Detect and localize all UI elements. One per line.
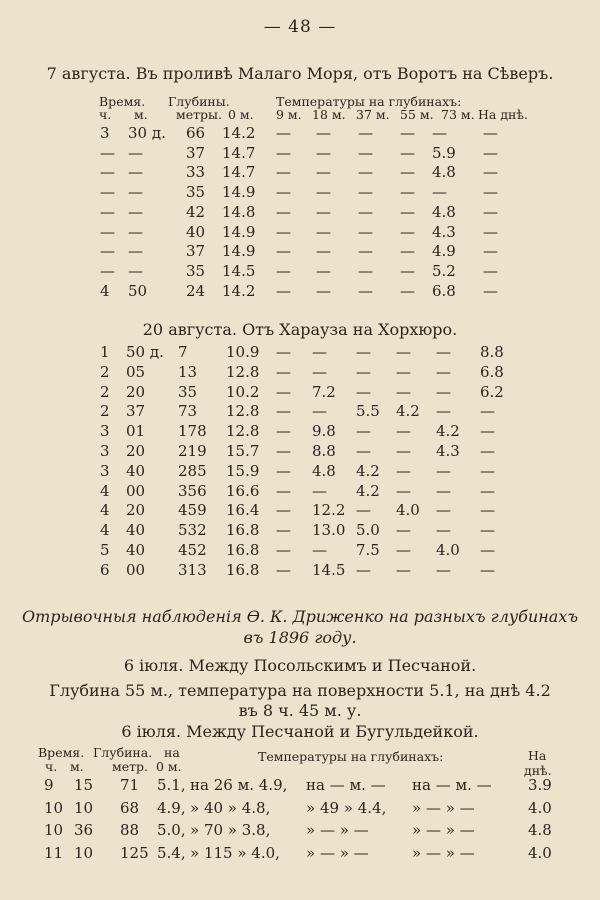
section1-header-depth: Глубины. — [168, 94, 230, 109]
table-row — [0, 422, 600, 442]
observations-heading-line2: въ 1896 году. — [243, 628, 357, 647]
cell-temp-18m: — — [312, 481, 327, 500]
cell-depth: 178 — [178, 422, 207, 441]
cell-obs-3: » — » — — [412, 821, 475, 839]
cell-temp-73m: 4.2 — [436, 422, 460, 441]
cell-temp-18m: — — [316, 261, 331, 280]
cell-hour: 3 — [100, 124, 110, 142]
section1-header-minutes: м. — [134, 107, 148, 122]
cell-temp-18m: — — [316, 281, 331, 300]
cell-temp-73m: 4.8 — [432, 202, 456, 221]
cell-temp-bottom: — — [480, 481, 495, 500]
cell-depth: 459 — [178, 501, 207, 520]
cell-depth: 356 — [178, 481, 207, 500]
cell-hour: 1 — [100, 343, 110, 361]
cell-temp-37m: — — [358, 261, 373, 280]
cell-temp-bottom: — — [483, 281, 498, 300]
cell-temp-55m: — — [400, 163, 415, 182]
table-row — [0, 541, 600, 561]
cell-temp-55m: — — [400, 242, 415, 261]
cell-temp-73m: — — [436, 343, 451, 361]
cell-obs-2: » — » — — [306, 821, 369, 839]
cell-temp-37m: 4.2 — [356, 481, 380, 500]
cell-temp-37m: 5.5 — [356, 402, 380, 421]
cell-minute: — — [128, 163, 143, 182]
cell-hour: 10 — [44, 821, 64, 839]
cell-temp-18m: — — [316, 202, 331, 221]
section2-title: 20 августа. Отъ Харауза на Хорхюро. — [142, 320, 458, 339]
cell-temp-0m: 12.8 — [226, 402, 260, 421]
cell-temp-bottom: — — [480, 422, 495, 441]
cell-minute: 15 — [74, 776, 94, 794]
cell-temp-37m: — — [356, 343, 371, 361]
cell-hour: 3 — [100, 422, 110, 441]
cell-depth: 35 — [186, 261, 206, 280]
cell-obs-1: » 70 » 3.8, — [190, 821, 271, 839]
cell-temp-55m: — — [396, 343, 411, 361]
cell-temp-55m: — — [400, 222, 415, 241]
cell-temp-9m: — — [276, 242, 291, 261]
cell-temp-bottom: — — [483, 242, 498, 261]
cell-temp-37m: 4.2 — [356, 461, 380, 480]
cell-temp-37m: — — [356, 362, 371, 381]
cell-temp-bottom: — — [483, 163, 498, 182]
cell-depth: 452 — [178, 541, 207, 559]
cell-temp-73m: 5.2 — [432, 261, 456, 280]
cell-temp-9m: — — [276, 501, 291, 520]
cell-temp-0m: 14.2 — [222, 124, 256, 142]
cell-hour: 4 — [100, 281, 110, 300]
cell-temp-73m: — — [436, 402, 451, 421]
table-row — [0, 482, 600, 502]
table-row — [0, 163, 600, 183]
cell-temp-37m: — — [358, 202, 373, 221]
cell-temp-0m: 14.9 — [222, 222, 256, 241]
cell-temp-bottom: 6.8 — [480, 362, 504, 381]
page-number: — 48 — — [263, 17, 337, 37]
section4-header-temps: Температуры на глубинахъ: — [258, 749, 444, 764]
cell-depth: 13 — [178, 362, 198, 381]
cell-temp-9m: — — [276, 541, 291, 559]
cell-temp-37m: — — [356, 422, 371, 441]
cell-temp-bottom: 8.8 — [480, 343, 504, 361]
cell-temp-9m: — — [276, 143, 291, 162]
cell-temp-37m: — — [358, 183, 373, 202]
cell-temp-37m: 7.5 — [356, 541, 380, 559]
cell-temp-37m: — — [356, 442, 371, 460]
section4-header-bottom-dne: днѣ. — [524, 763, 552, 778]
cell-temp-bottom: — — [483, 124, 498, 142]
cell-temp-9m: — — [276, 442, 291, 460]
cell-hour: 11 — [44, 843, 64, 862]
cell-temp-55m: — — [400, 261, 415, 280]
cell-depth: 125 — [120, 843, 149, 862]
table-row — [0, 821, 600, 843]
section1-header-temps: Температуры на глубинахъ: — [276, 94, 462, 109]
observations-heading-line1: Отрывочныя наблюденія Ѳ. К. Дриженко на разныхъ глубинахъ — [21, 607, 579, 626]
cell-minute: 20 — [126, 382, 146, 401]
section3-title: 6 іюля. Между Посольскимъ и Песчаной. — [123, 656, 477, 675]
cell-temp-37m: — — [358, 143, 373, 162]
cell-temp-bottom: — — [480, 442, 495, 460]
cell-temp-bottom: — — [480, 461, 495, 480]
section4-header-bottom-na: На — [528, 748, 547, 763]
cell-minute: — — [128, 222, 143, 241]
cell-minute: 50 д. — [126, 343, 164, 361]
cell-temp-0m: 14.8 — [222, 202, 256, 221]
section1-header-37m: 37 м. — [356, 107, 390, 122]
section1-header-time: Время. — [99, 94, 146, 109]
cell-temp-bottom: — — [480, 541, 495, 559]
cell-obs-3: на — м. — — [412, 776, 492, 794]
cell-depth: 33 — [186, 163, 206, 182]
cell-minute: — — [128, 143, 143, 162]
cell-temp-18m: 13.0 — [312, 521, 346, 540]
cell-temp-0m: 14.7 — [222, 163, 256, 182]
cell-temp-0m: 15.9 — [226, 461, 260, 480]
cell-temp-18m: — — [312, 402, 327, 421]
cell-temp-73m: — — [436, 481, 451, 500]
cell-temp-73m: — — [436, 382, 451, 401]
table-row — [0, 223, 600, 243]
cell-temp-9m: — — [276, 222, 291, 241]
table-row — [0, 262, 600, 282]
section4-header-minutes: м. — [70, 759, 84, 774]
cell-temp-55m: — — [396, 541, 411, 559]
cell-temp-0m: 14.9 — [222, 242, 256, 261]
cell-depth: 37 — [186, 143, 206, 162]
cell-hour: 4 — [100, 481, 110, 500]
cell-temp-73m: 4.9 — [432, 242, 456, 261]
cell-temp-9m: — — [276, 124, 291, 142]
cell-temp-9m: — — [276, 362, 291, 381]
cell-minute: 00 — [126, 560, 146, 579]
cell-minute: 40 — [126, 541, 146, 559]
table-row — [0, 776, 600, 798]
table-row — [0, 144, 600, 164]
cell-hour: — — [100, 163, 115, 182]
cell-temp-9m: — — [276, 382, 291, 401]
cell-temp-55m: 4.2 — [396, 402, 420, 421]
section1-header-meters: метры. — [176, 107, 222, 122]
cell-temp-bottom: 4.0 — [528, 798, 552, 817]
cell-temp-9m: — — [276, 281, 291, 300]
cell-temp-73m: — — [432, 124, 447, 142]
cell-hour: 3 — [100, 442, 110, 460]
cell-temp-0m: 16.4 — [226, 501, 260, 520]
cell-hour: — — [100, 242, 115, 261]
section4-header-meters: метр. — [112, 759, 149, 774]
cell-hour: — — [100, 143, 115, 162]
cell-temp-55m: — — [400, 281, 415, 300]
section1-title: 7 августа. Въ проливѣ Малаго Моря, отъ Воротъ на Сѣверъ. — [46, 64, 554, 83]
cell-hour: — — [100, 222, 115, 241]
cell-depth: 313 — [178, 560, 207, 579]
cell-temp-37m: 5.0 — [356, 521, 380, 540]
cell-temp-0m: 16.6 — [226, 481, 260, 500]
cell-temp-0m: 12.8 — [226, 422, 260, 441]
cell-hour: 2 — [100, 362, 110, 381]
cell-temp-18m: — — [316, 222, 331, 241]
cell-minute: — — [128, 202, 143, 221]
cell-temp-0m: 15.7 — [226, 442, 260, 460]
cell-obs-3: » — » — — [412, 798, 475, 817]
cell-temp-73m: 6.8 — [432, 281, 456, 300]
table-row — [0, 402, 600, 422]
cell-temp-18m: — — [316, 242, 331, 261]
cell-temp-0m: 12.8 — [226, 362, 260, 381]
cell-minute: — — [128, 261, 143, 280]
cell-hour: 10 — [44, 798, 64, 817]
cell-hour: — — [100, 202, 115, 221]
cell-temp-0m: 14.9 — [222, 183, 256, 202]
cell-temp-9m: — — [276, 560, 291, 579]
cell-depth: 219 — [178, 442, 207, 460]
cell-temp-0m: 14.7 — [222, 143, 256, 162]
cell-temp-18m: 12.2 — [312, 501, 346, 520]
cell-temp-0m: 16.8 — [226, 521, 260, 540]
section4-title: 6 іюля. Между Песчаной и Бугульдейкой. — [121, 722, 479, 741]
cell-temp-bottom: — — [480, 402, 495, 421]
table-row — [0, 282, 600, 302]
cell-temp-55m: — — [400, 124, 415, 142]
cell-temp-9m: — — [276, 422, 291, 441]
table-row — [0, 383, 600, 403]
table-row — [0, 343, 600, 363]
cell-depth: 40 — [186, 222, 206, 241]
cell-temp-55m: — — [400, 202, 415, 221]
cell-temp-18m: — — [316, 163, 331, 182]
cell-minute: 37 — [126, 402, 146, 421]
cell-temp-9m: — — [276, 343, 291, 361]
cell-temp-73m: — — [436, 362, 451, 381]
cell-depth: 37 — [186, 242, 206, 261]
table-row — [0, 799, 600, 821]
cell-temp-73m: — — [436, 560, 451, 579]
cell-obs-1: » 40 » 4.8, — [190, 798, 271, 817]
cell-hour: 4 — [100, 501, 110, 520]
cell-hour: — — [100, 183, 115, 202]
cell-minute: 20 — [126, 442, 146, 460]
cell-temp-37m: — — [358, 242, 373, 261]
cell-temp-bottom: — — [483, 183, 498, 202]
cell-temp-bottom: — — [483, 202, 498, 221]
cell-temp-bottom: — — [483, 261, 498, 280]
cell-temp-37m: — — [356, 501, 371, 520]
cell-temp-73m: — — [436, 521, 451, 540]
table-row — [0, 203, 600, 223]
cell-temp-37m: — — [356, 382, 371, 401]
cell-temp-18m: 7.2 — [312, 382, 336, 401]
table-row — [0, 124, 600, 144]
cell-minute: — — [128, 183, 143, 202]
cell-temp-73m: 4.3 — [432, 222, 456, 241]
cell-minute: 20 — [126, 501, 146, 520]
section1-header-hours: ч. — [99, 107, 112, 122]
cell-temp-9m: — — [276, 261, 291, 280]
cell-temp-18m: 4.8 — [312, 461, 336, 480]
cell-minute: 00 — [126, 481, 146, 500]
section4-header-na: на — [164, 745, 180, 760]
section1-header-73m: 73 м. — [441, 107, 475, 122]
cell-minute: 10 — [74, 843, 94, 862]
cell-temp-bottom: 4.8 — [528, 821, 552, 839]
cell-temp-55m: 4.0 — [396, 501, 420, 520]
cell-temp-bottom: 6.2 — [480, 382, 504, 401]
cell-obs-1: на 26 м. 4.9, — [190, 776, 288, 794]
cell-depth: 24 — [186, 281, 206, 300]
cell-temp-55m: — — [396, 521, 411, 540]
cell-minute: 40 — [126, 461, 146, 480]
cell-minute: 10 — [74, 798, 94, 817]
cell-temp-55m: — — [396, 362, 411, 381]
cell-temp-bottom: — — [483, 143, 498, 162]
cell-depth: 7 — [178, 343, 188, 361]
cell-temp-9m: — — [276, 521, 291, 540]
cell-temp-9m: — — [276, 163, 291, 182]
cell-temp-55m: — — [396, 442, 411, 460]
cell-temp-18m: 14.5 — [312, 560, 346, 579]
section1-header-55m: 55 м. — [400, 107, 434, 122]
cell-hour: 4 — [100, 521, 110, 540]
section4-header-depth: Глубина. — [93, 745, 153, 760]
cell-minute: 30 д. — [128, 124, 166, 142]
cell-hour: 3 — [100, 461, 110, 480]
cell-temp-bottom: — — [483, 222, 498, 241]
cell-temp-55m: — — [396, 422, 411, 441]
cell-temp-0m: 5.0, — [157, 821, 186, 839]
cell-minute: 50 — [128, 281, 148, 300]
cell-depth: 88 — [120, 821, 140, 839]
cell-hour: 5 — [100, 541, 110, 559]
cell-minute: 36 — [74, 821, 94, 839]
cell-depth: 42 — [186, 202, 206, 221]
cell-depth: 73 — [178, 402, 198, 421]
cell-temp-18m: — — [316, 183, 331, 202]
table-row — [0, 501, 600, 521]
cell-obs-2: на — м. — — [306, 776, 386, 794]
cell-temp-0m: 5.4, — [157, 843, 186, 862]
cell-hour: 2 — [100, 402, 110, 421]
cell-temp-18m: — — [312, 343, 327, 361]
table-row — [0, 442, 600, 462]
table-row — [0, 521, 600, 541]
cell-temp-18m: — — [316, 143, 331, 162]
cell-temp-55m: — — [400, 183, 415, 202]
cell-temp-73m: — — [436, 461, 451, 480]
cell-temp-37m: — — [358, 281, 373, 300]
cell-minute: 40 — [126, 521, 146, 540]
cell-hour: 9 — [44, 776, 54, 794]
cell-temp-9m: — — [276, 461, 291, 480]
cell-minute: — — [128, 242, 143, 261]
cell-obs-2: » — » — — [306, 843, 369, 862]
table-row — [0, 462, 600, 482]
section3-paragraph-line1: Глубина 55 м., температура на поверхности 5.1, на днѣ 4.2 — [49, 681, 551, 700]
cell-temp-0m: 16.8 — [226, 560, 260, 579]
section1-header-bottom: На днѣ. — [478, 107, 528, 122]
cell-depth: 71 — [120, 776, 140, 794]
cell-hour: 6 — [100, 560, 110, 579]
cell-temp-37m: — — [358, 222, 373, 241]
cell-depth: 66 — [186, 124, 206, 142]
cell-temp-55m: — — [396, 461, 411, 480]
cell-temp-37m: — — [358, 163, 373, 182]
cell-minute: 01 — [126, 422, 146, 441]
cell-temp-0m: 5.1, — [157, 776, 186, 794]
cell-temp-55m: — — [400, 143, 415, 162]
cell-temp-73m: — — [432, 183, 447, 202]
cell-depth: 68 — [120, 798, 140, 817]
section1-header-0m: 0 м. — [228, 107, 254, 122]
cell-minute: 05 — [126, 362, 146, 381]
cell-hour: 2 — [100, 382, 110, 401]
cell-temp-9m: — — [276, 402, 291, 421]
cell-hour: — — [100, 261, 115, 280]
cell-temp-18m: — — [312, 362, 327, 381]
cell-temp-bottom: — — [480, 521, 495, 540]
cell-depth: 35 — [178, 382, 198, 401]
cell-temp-0m: 14.2 — [222, 281, 256, 300]
cell-obs-1: » 115 » 4.0, — [190, 843, 280, 862]
cell-temp-bottom: — — [480, 501, 495, 520]
cell-obs-3: » — » — — [412, 843, 475, 862]
cell-temp-bottom: 4.0 — [528, 843, 552, 862]
cell-temp-18m: 8.8 — [312, 442, 336, 460]
cell-temp-9m: — — [276, 183, 291, 202]
cell-temp-55m: — — [396, 560, 411, 579]
cell-temp-0m: 16.8 — [226, 541, 260, 559]
table-row — [0, 242, 600, 262]
cell-temp-55m: — — [396, 481, 411, 500]
table-row — [0, 363, 600, 383]
cell-temp-18m: 9.8 — [312, 422, 336, 441]
cell-temp-9m: — — [276, 202, 291, 221]
cell-temp-73m: 4.0 — [436, 541, 460, 559]
section4-header-time: Время. — [38, 745, 85, 760]
cell-obs-2: » 49 » 4.4, — [306, 798, 387, 817]
cell-temp-0m: 14.5 — [222, 261, 256, 280]
cell-temp-18m: — — [312, 541, 327, 559]
cell-temp-37m: — — [356, 560, 371, 579]
section4-header-hours: ч. — [45, 759, 58, 774]
cell-temp-18m: — — [316, 124, 331, 142]
cell-temp-73m: 4.3 — [436, 442, 460, 460]
cell-temp-bottom: — — [480, 560, 495, 579]
cell-temp-9m: — — [276, 481, 291, 500]
cell-temp-73m: 4.8 — [432, 163, 456, 182]
cell-depth: 285 — [178, 461, 207, 480]
section3-paragraph-line2: въ 8 ч. 45 м. у. — [238, 701, 362, 720]
cell-temp-0m: 4.9, — [157, 798, 186, 817]
cell-temp-0m: 10.9 — [226, 343, 260, 361]
cell-temp-0m: 10.2 — [226, 382, 260, 401]
table-row — [0, 183, 600, 203]
cell-depth: 35 — [186, 183, 206, 202]
section1-header-18m: 18 м. — [312, 107, 346, 122]
table-row — [0, 844, 600, 866]
cell-temp-73m: 5.9 — [432, 143, 456, 162]
section1-header-9m: 9 м. — [276, 107, 302, 122]
cell-depth: 532 — [178, 521, 207, 540]
cell-temp-73m: — — [436, 501, 451, 520]
cell-temp-bottom: 3.9 — [528, 776, 552, 794]
cell-temp-37m: — — [358, 124, 373, 142]
table-row — [0, 561, 600, 581]
section4-header-0m: 0 м. — [156, 759, 182, 774]
cell-temp-55m: — — [396, 382, 411, 401]
